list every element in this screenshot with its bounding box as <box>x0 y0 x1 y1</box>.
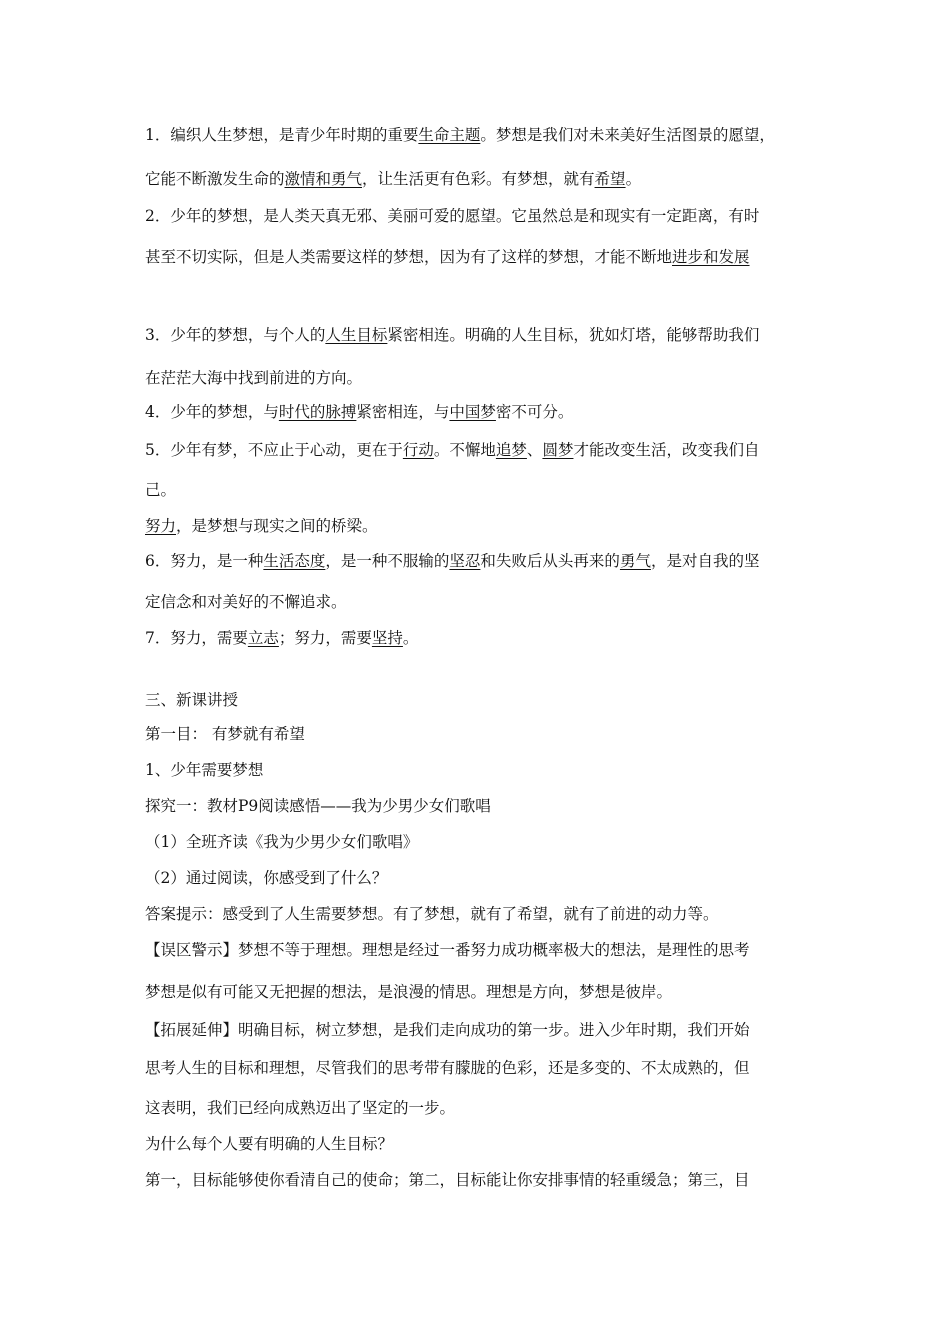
text-line <box>145 1170 750 1190</box>
text-line <box>145 982 672 1002</box>
text-line <box>145 125 775 145</box>
underlined-keyword: 坚忍 <box>449 552 481 570</box>
text-line <box>145 592 347 612</box>
text-line <box>145 247 750 267</box>
text-line <box>145 690 238 710</box>
text-segment: 3．少年的梦想，与个人的 <box>145 326 326 344</box>
text-line <box>145 796 491 816</box>
text-line <box>145 628 418 648</box>
text-line <box>145 1058 750 1078</box>
underlined-keyword: 生命主题 <box>418 126 481 144</box>
text-segment: 、 <box>526 441 543 459</box>
text-segment: 甚至不切实际，但是人类需要这样的梦想，因为有了这样的梦想，才能不断地 <box>145 248 673 266</box>
text-segment: 。不懈地 <box>433 441 496 459</box>
text-line <box>145 940 750 960</box>
text-segment: 【误区警示】梦想不等于理想。理想是经过一番努力成功概率极大的想法，是理性的思考 <box>145 941 750 959</box>
text-line <box>145 325 759 345</box>
text-line <box>145 440 759 460</box>
underlined-keyword: 希望 <box>594 170 626 188</box>
text-line <box>145 402 573 422</box>
text-segment: 梦想是似有可能又无把握的想法，是浪漫的情思。理想是方向，梦想是彼岸。 <box>145 983 673 1001</box>
text-line <box>145 868 387 888</box>
underlined-keyword: 进步和发展 <box>672 248 750 266</box>
underlined-keyword: 努力 <box>145 517 177 535</box>
text-line <box>145 368 362 388</box>
text-segment: 2．少年的梦想，是人类天真无邪、美丽可爱的愿望。它虽然总是和现实有一定距离，有时 <box>145 207 760 225</box>
text-segment: ；努力，需要 <box>278 629 372 647</box>
text-segment: 7．努力，需要 <box>145 629 248 647</box>
text-segment: 5．少年有梦，不应止于心动，更在于 <box>145 441 403 459</box>
text-segment: 才能改变生活，改变我们自 <box>573 441 760 459</box>
text-segment: 紧密相连。明确的人生目标，犹如灯塔，能够帮助我们 <box>387 326 760 344</box>
text-line <box>145 1020 750 1040</box>
text-line <box>145 516 378 536</box>
text-segment: 定信念和对美好的不懈追求。 <box>145 593 347 611</box>
text-line <box>145 1134 393 1154</box>
text-line <box>145 1098 455 1118</box>
text-line <box>145 832 418 852</box>
text-segment: （2）通过阅读，你感受到了什么？ <box>145 869 388 887</box>
text-segment: 思考人生的目标和理想，尽管我们的思考带有朦胧的色彩，还是多变的、不太成熟的，但 <box>145 1059 750 1077</box>
underlined-keyword: 中国梦 <box>449 403 496 421</box>
text-segment: （1）全班齐读《我为少男少女们歌唱》 <box>145 833 419 851</box>
text-line <box>145 724 305 744</box>
text-segment: 。 <box>402 629 419 647</box>
underlined-keyword: 立志 <box>247 629 279 647</box>
underlined-keyword: 激情和勇气 <box>284 170 363 188</box>
text-segment: 己。 <box>145 481 177 499</box>
text-segment: 这表明，我们已经向成熟迈出了坚定的一步。 <box>145 1099 456 1117</box>
text-segment: ，是梦想与现实之间的桥梁。 <box>176 517 378 535</box>
text-segment: 三、新课讲授 <box>145 691 239 709</box>
text-segment: ，是一种不服输的 <box>325 552 450 570</box>
text-segment: ，是对自我的坚 <box>650 552 760 570</box>
underlined-keyword: 时代的脉搏 <box>278 403 357 421</box>
text-segment: 第一，目标能够使你看清自己的使命；第二，目标能让你安排事情的轻重缓急；第三，目 <box>145 1171 750 1189</box>
text-segment: 为什么每个人要有明确的人生目标？ <box>145 1135 394 1153</box>
text-segment: 。梦想是我们对未来美好生活图景的愿望， <box>480 126 775 144</box>
text-segment: 4．少年的梦想，与 <box>145 403 279 421</box>
text-segment: 密不可分。 <box>495 403 574 421</box>
text-line <box>145 760 263 780</box>
text-segment: 1．编织人生梦想，是青少年时期的重要 <box>145 126 419 144</box>
text-segment: 1、少年需要梦想 <box>145 761 264 779</box>
underlined-keyword: 行动 <box>402 441 434 459</box>
text-segment: 探究一：教材P9阅读感悟——我为少男少女们歌唱 <box>145 797 491 815</box>
text-segment: 。 <box>625 170 642 188</box>
text-line <box>145 551 759 571</box>
text-segment: ，让生活更有色彩。有梦想，就有 <box>362 170 595 188</box>
underlined-keyword: 生活态度 <box>263 552 326 570</box>
text-line <box>145 480 176 500</box>
text-segment: 在茫茫大海中找到前进的方向。 <box>145 369 363 387</box>
text-segment: 【拓展延伸】明确目标，树立梦想，是我们走向成功的第一步。进入少年时期，我们开始 <box>145 1021 750 1039</box>
text-line <box>145 169 641 189</box>
text-segment: 第一目： 有梦就有希望 <box>145 725 305 743</box>
text-line <box>145 904 719 924</box>
text-segment: 紧密相连，与 <box>356 403 450 421</box>
underlined-keyword: 圆梦 <box>542 441 574 459</box>
underlined-keyword: 追梦 <box>495 441 527 459</box>
underlined-keyword: 勇气 <box>619 552 651 570</box>
text-segment: 和失败后从头再来的 <box>480 552 620 570</box>
underlined-keyword: 坚持 <box>371 629 403 647</box>
text-segment: 答案提示：感受到了人生需要梦想。有了梦想，就有了希望，就有了前进的动力等。 <box>145 905 719 923</box>
underlined-keyword: 人生目标 <box>325 326 388 344</box>
text-line <box>145 206 759 226</box>
text-segment: 6．努力，是一种 <box>145 552 264 570</box>
text-segment: 它能不断激发生命的 <box>145 170 285 188</box>
